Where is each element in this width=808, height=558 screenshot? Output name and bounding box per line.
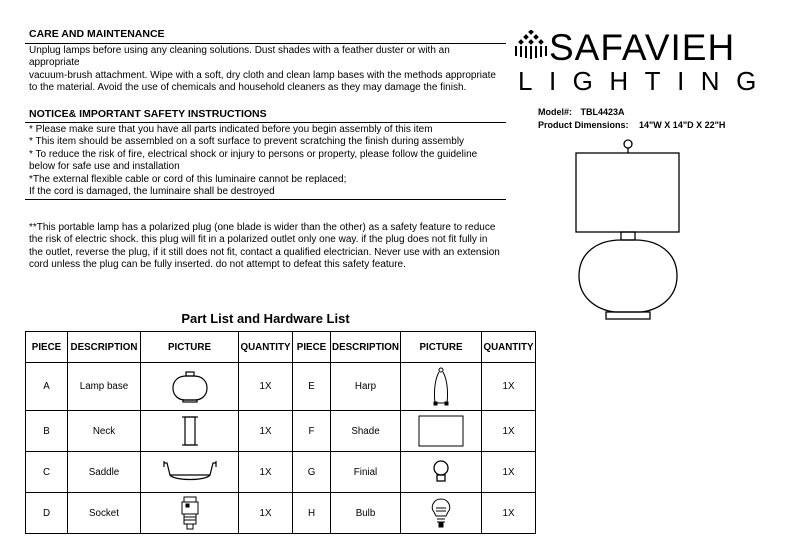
care-line: appropriate [29,57,80,69]
harp-icon [431,367,451,407]
care-text [29,45,499,95]
model-info [538,107,625,117]
safety-end-divider [25,199,506,200]
parts-table [25,331,536,534]
quantity-cell: 1X [482,452,536,493]
picture-cell [141,493,239,534]
header-cell: QUANTITY [239,332,293,363]
quantity-cell: 1X [239,452,293,493]
safety-line: * Please make sure that you have all parts indicated before you begin assembly of this item [29,124,433,135]
picture-cell [401,452,482,493]
table-header-row [26,332,536,363]
logo-wordmark: SAFAVIEH [549,27,736,68]
piece-cell: D [26,493,68,534]
plug-line: the outlet, reverse the plug, if it still does not fit, contact a qualified electrician. Never use with an extension [29,246,500,258]
care-line: to the material. Avoid the use of chemicals and household cleaners as they may damage the finish. [29,82,467,94]
header-cell: DESCRIPTION [331,332,401,363]
header-cell: PICTURE [401,332,482,363]
piece-cell: B [26,411,68,452]
bulb-icon [430,498,452,528]
safety-line: * This item should be assembled on a soft surface to prevent scratching the finish during assembly [29,136,465,148]
care-divider [25,43,506,44]
header-cell: DESCRIPTION [68,332,141,363]
safety-text [29,124,499,198]
description-cell: Harp [331,363,401,411]
plug-notice [29,222,499,272]
safety-line: If the cord is damaged, the luminaire shall be destroyed [29,186,275,198]
picture-cell [401,363,482,411]
description-cell: Saddle [68,452,141,493]
socket-icon [179,496,201,530]
description-cell: Neck [68,411,141,452]
shade-icon [418,415,464,447]
logo-mark-icon [514,30,548,60]
quantity-cell: 1X [482,411,536,452]
saddle-icon [162,459,218,485]
piece-cell: A [26,363,68,411]
dimensions-label: Product Dimensions: [538,120,629,130]
table-row [26,411,536,452]
model-number: TBL4423A [580,107,625,117]
safety-line: *The external flexible cable or cord of this luminaire cannot be replaced; [29,173,347,185]
safety-heading: NOTICE& IMPORTANT SAFETY INSTRUCTIONS [29,108,267,120]
piece-cell: G [293,452,331,493]
model-label: Model#: [538,107,573,117]
description-cell: Lamp base [68,363,141,411]
plug-line: **This portable lamp has a polarized plug (one blade is wider than the other) as a safety feature to reduce [29,222,496,233]
header-cell: QUANTITY [482,332,536,363]
picture-cell [401,493,482,534]
description-cell: Socket [68,493,141,534]
care-line: vacuum-brush attachment. Wipe with a soft, dry cloth and clean lamp bases with the methods appropriate [29,69,496,81]
description-cell: Finial [331,452,401,493]
logo-subtitle: LIGHTING [518,66,773,96]
care-heading: CARE AND MAINTENANCE [29,28,165,40]
quantity-cell: 1X [239,363,293,411]
piece-cell: E [293,363,331,411]
dimensions-info [538,120,725,130]
quantity-cell: 1X [482,493,536,534]
picture-cell [141,452,239,493]
quantity-cell: 1X [239,493,293,534]
piece-cell: F [293,411,331,452]
quantity-cell: 1X [239,411,293,452]
table-row [26,452,536,493]
picture-cell [401,411,482,452]
header-cell: PIECE [26,332,68,363]
piece-cell: C [26,452,68,493]
safety-line: * To reduce the risk of fire, electrical shock or injury to persons or property, please follow the guideline [29,148,478,160]
picture-cell [141,411,239,452]
care-line: Unplug lamps before using any cleaning solutions. Dust shades with a feather duster or with an [29,45,450,56]
safety-line: below for safe use and installation [29,161,180,173]
description-cell: Shade [331,411,401,452]
lamp-base-icon [172,371,208,403]
header-cell: PIECE [293,332,331,363]
header-cell: PICTURE [141,332,239,363]
table-row [26,493,536,534]
piece-cell: H [293,493,331,534]
finial-icon [431,459,451,485]
lamp-illustration [575,138,687,328]
description-cell: Bulb [331,493,401,534]
picture-cell [141,363,239,411]
dimensions-value: 14"W X 14"D X 22"H [639,120,726,130]
parts-title: Part List and Hardware List [181,311,350,326]
plug-line: the risk of electric shock. this plug will fit in a polarized outlet only one way. if the plug does not fit fully in [29,234,488,246]
table-row [26,363,536,411]
plug-line: cord unless the plug can be fully inserted. do not attempt to defeat this safety feature. [29,259,406,271]
safety-divider [25,122,506,123]
neck-icon [180,415,200,447]
quantity-cell: 1X [482,363,536,411]
